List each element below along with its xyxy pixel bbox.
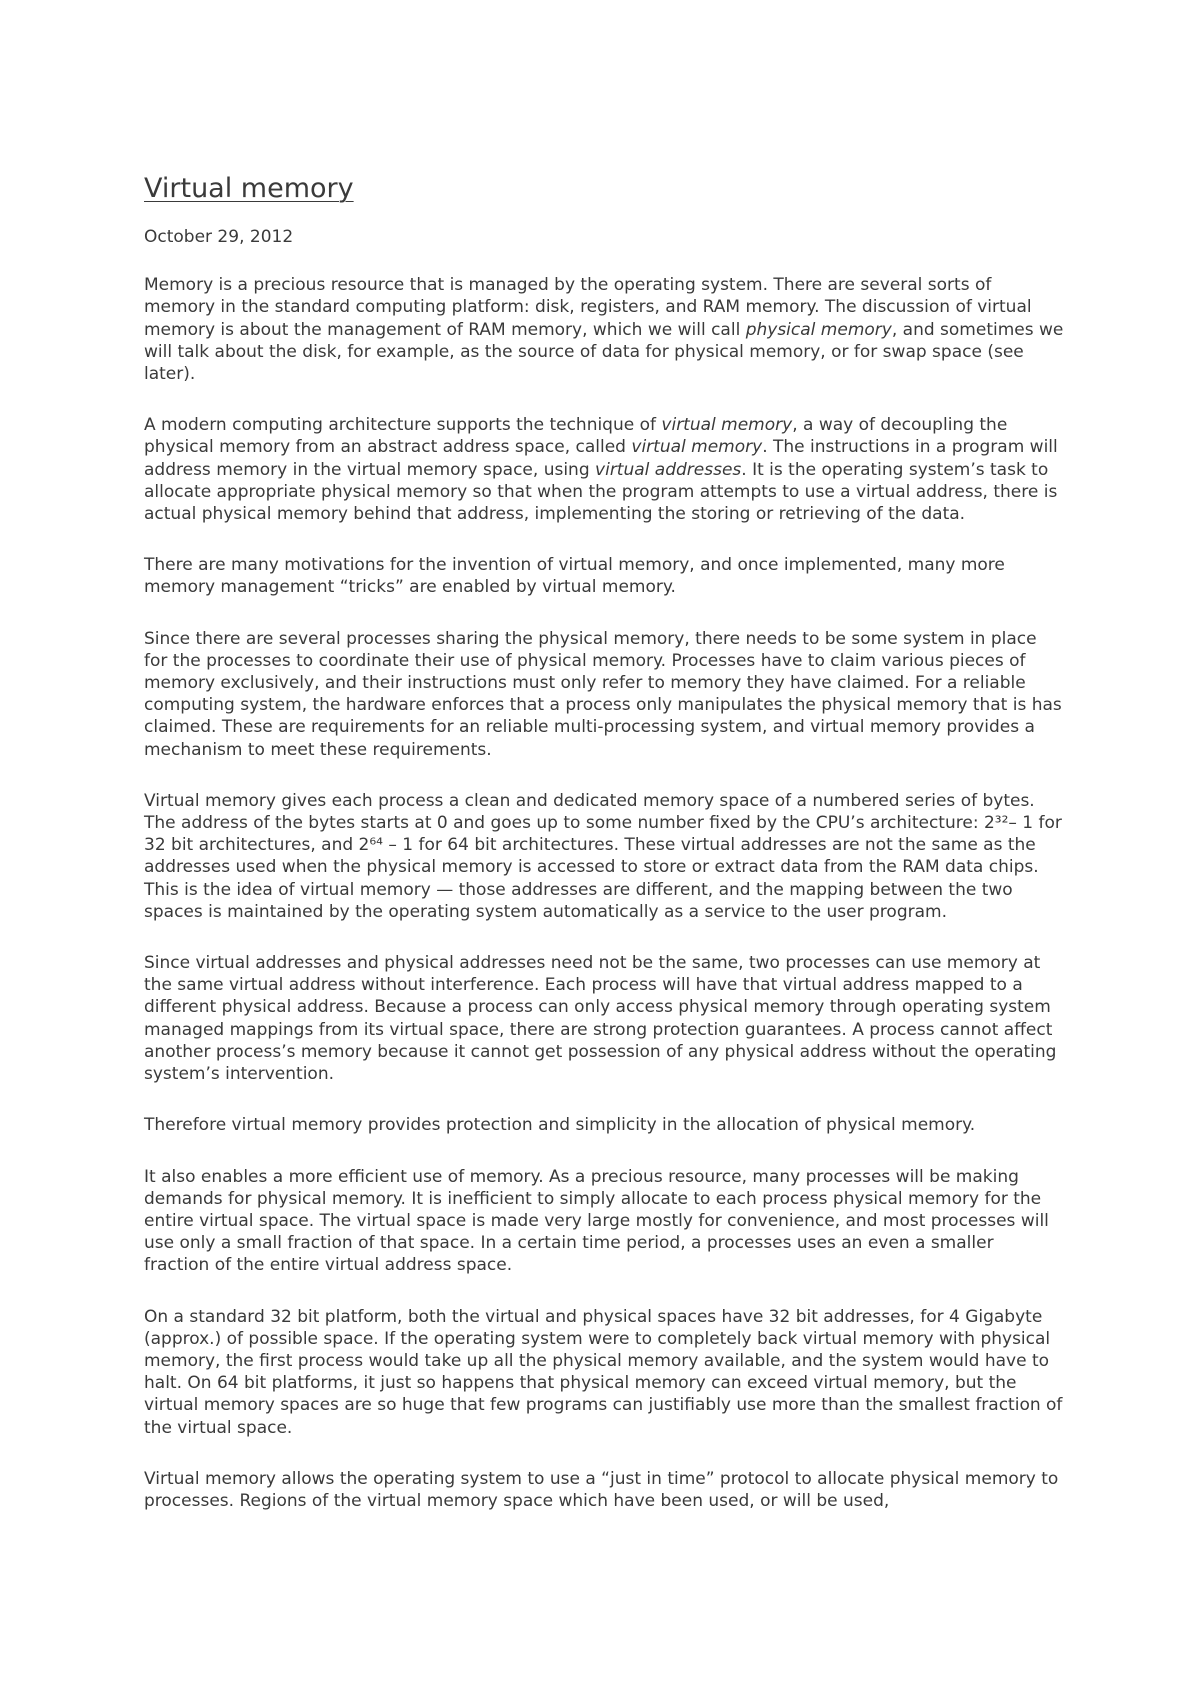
paragraph: [144, 274, 1064, 385]
text-run: , a way of decoupling the physical memory from an abstract address space, called: [144, 415, 1008, 458]
paragraph: [144, 1166, 1064, 1277]
italic-term: virtual memory: [631, 437, 763, 458]
italic-term: virtual memory: [661, 415, 793, 436]
paragraph: [144, 952, 1064, 1085]
text-run: Memory is a precious resource that is managed by the operating system. There are several sorts of memory in the standard computing platform: disk, registers, and RAM memory. The discussion of virtual memory is about the management of RAM memory, which we will call: [144, 275, 1032, 340]
italic-term: physical memory: [745, 319, 892, 340]
text-run: It also enables a more efficient use of memory. As a precious resource, many processes will be making demands for physical memory. It is inefficient to simply allocate to each process physical memory for the entire virtual space. The virtual space is made very large mostly for convenience, and most processes will use only a small fraction of that space. In a certain time period, a processes uses an even a smaller fraction of the entire virtual address space.: [144, 1166, 1049, 1276]
text-run: Virtual memory allows the operating system to use a “just in time” protocol to allocate physical memory to processes. Regions of the virtual memory space which have been used, or will be used,: [144, 1468, 1059, 1511]
paragraph: [144, 414, 1064, 525]
text-run: , and sometimes we will talk about the disk, for example, as the source of data for physical memory, or for swap space (see later).: [144, 319, 1064, 385]
text-run: Since there are several processes sharing the physical memory, there needs to be some system in place for the processes to coordinate their use of physical memory. Processes have to claim various pieces of memory exclusively, and their instructions must only refer to memory they have claimed. For a reliable computing system, the hardware enforces that a process only manipulates the physical memory that is has claimed. These are requirements for an reliable multi-processing system, and virtual memory provides a mechanism to meet these requirements.: [144, 628, 1062, 760]
document-page: [144, 172, 1064, 1541]
paragraph: [144, 1306, 1064, 1439]
italic-term: virtual addresses: [595, 459, 742, 480]
paragraph: [144, 1468, 1064, 1512]
text-run: Virtual memory gives each process a clean and dedicated memory space of a numbered series of bytes. The address of the bytes starts at 0 and goes up to some number fixed by the CPU’s architecture: 2³²– 1 for 32 bit architectures, and 2⁶⁴ – 1 for 64 bit architectures. These virtual addresses are not the same as the addresses used when the physical memory is accessed to store or extract data from the RAM data chips. This is the idea of virtual memory — those addresses are different, and the mapping between the two spaces is maintained by the operating system automatically as a service to the user program.: [144, 790, 1062, 922]
text-run: On a standard 32 bit platform, both the virtual and physical spaces have 32 bit addresses, for 4 Gigabyte (approx.) of possible space. If the operating system were to completely back virtual memory with physical memory, the first process would take up all the physical memory available, and the system would have to halt. On 64 bit platforms, it just so happens that physical memory can exceed virtual memory, but the virtual memory spaces are so huge that few programs can justifiably use more than the smallest fraction of the virtual space.: [144, 1306, 1063, 1438]
paragraph: [144, 1114, 1064, 1136]
paragraph: [144, 554, 1064, 598]
text-run: A modern computing architecture supports the technique of: [144, 415, 662, 436]
paragraph: [144, 628, 1064, 761]
document-title: Virtual memory: [144, 173, 354, 204]
text-run: There are many motivations for the invention of virtual memory, and once implemented, many more memory management “tricks” are enabled by virtual memory.: [144, 555, 1005, 598]
text-run: . The instructions in a program will address memory in the virtual memory space, using: [144, 437, 1058, 480]
document-body: [144, 274, 1064, 1512]
document-date: October 29, 2012: [144, 227, 294, 247]
paragraph: [144, 790, 1064, 923]
text-run: Therefore virtual memory provides protection and simplicity in the allocation of physical memory.: [144, 1115, 976, 1136]
text-run: Since virtual addresses and physical addresses need not be the same, two processes can use memory at the same virtual address without interference. Each process will have that virtual address mapped to a different physical address. Because a process can only access physical memory through operating system managed mappings from its virtual space, there are strong protection guarantees. A process cannot affect another process’s memory because it cannot get possession of any physical address without the operating system’s intervention.: [144, 953, 1057, 1085]
text-run: . It is the operating system’s task to allocate appropriate physical memory so that when the program attempts to use a virtual address, there is actual physical memory behind that address, implementing the storing or retrieving of the data.: [144, 459, 1058, 525]
